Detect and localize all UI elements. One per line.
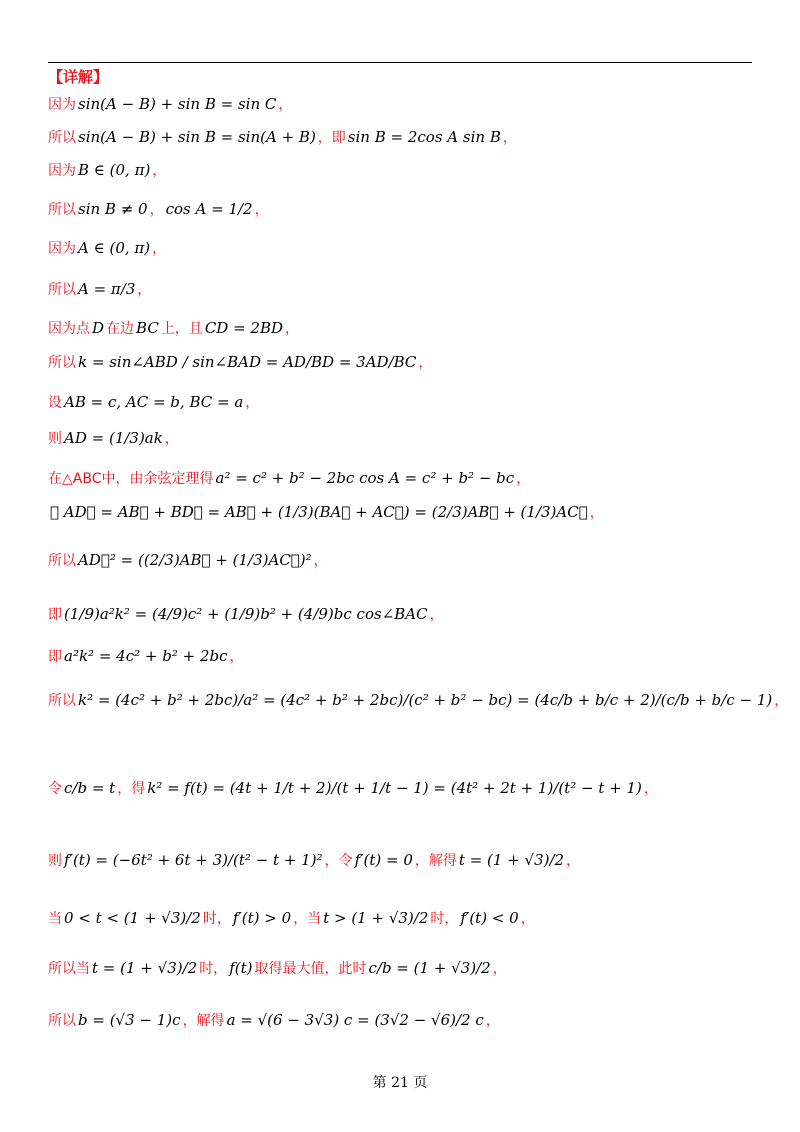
chinese-text: ， bbox=[502, 130, 517, 146]
chinese-text: 所以 bbox=[48, 202, 76, 218]
math-expression: sin(A − B) + sin B = sin(A + B) bbox=[78, 128, 316, 146]
chinese-text: ， bbox=[589, 505, 604, 521]
math-expression: a² = c² + b² − 2bc cos A = c² + b² − bc bbox=[215, 469, 515, 487]
chinese-text: 在边 bbox=[106, 321, 135, 337]
math-expression: f′(t) < 0 bbox=[460, 909, 519, 927]
chinese-text: 令 bbox=[48, 781, 62, 797]
solution-line bbox=[48, 646, 244, 667]
math-expression: t = (1 + √3)/2 bbox=[92, 959, 198, 977]
chinese-text: ， bbox=[152, 241, 167, 257]
solution-line bbox=[48, 550, 328, 571]
math-expression: sin(A − B) + sin B = sin C bbox=[78, 95, 277, 113]
chinese-text: ，当 bbox=[293, 911, 322, 927]
chinese-text: ， bbox=[492, 961, 507, 977]
solution-line bbox=[48, 428, 179, 449]
solution-line bbox=[48, 778, 658, 799]
solution-line bbox=[48, 958, 507, 979]
math-expression: AD⃗² = ((2/3)AB⃗ + (1/3)AC⃗)² bbox=[78, 551, 312, 569]
chinese-text: ， bbox=[566, 853, 581, 869]
chinese-text: 则 bbox=[48, 431, 62, 447]
page-number: 第 21 页 bbox=[372, 1075, 428, 1091]
math-expression: CD = 2BD bbox=[204, 319, 284, 337]
math-expression: B ∈ (0, π) bbox=[78, 161, 151, 179]
chinese-text: 在△ABC中，由余弦定理得 bbox=[48, 471, 214, 487]
chinese-text: ， bbox=[164, 431, 179, 447]
math-expression: BC bbox=[136, 319, 159, 337]
solution-line bbox=[48, 908, 535, 929]
chinese-text: 即 bbox=[48, 607, 62, 623]
solution-line bbox=[48, 352, 432, 373]
chinese-text: 因为点 bbox=[48, 321, 90, 337]
solution-line bbox=[48, 160, 166, 181]
chinese-text: ，得 bbox=[117, 781, 146, 797]
chinese-text: 所以 bbox=[48, 355, 76, 371]
math-expression: A ∈ (0, π) bbox=[78, 239, 151, 257]
chinese-text: ， bbox=[516, 471, 531, 487]
chinese-text: ， bbox=[254, 202, 269, 218]
chinese-text: ， bbox=[418, 355, 433, 371]
chinese-text: 时， bbox=[199, 961, 228, 977]
chinese-text: ， bbox=[313, 553, 328, 569]
math-expression: c/b = t bbox=[64, 779, 116, 797]
chinese-text: 上，且 bbox=[160, 321, 203, 337]
chinese-text: 即 bbox=[48, 649, 62, 665]
chinese-text: ， bbox=[643, 781, 658, 797]
chinese-text: 所以 bbox=[48, 1013, 76, 1029]
solution-line bbox=[48, 238, 166, 259]
chinese-text: 取得最大值，此时 bbox=[254, 961, 367, 977]
chinese-text: 时， bbox=[202, 911, 231, 927]
math-expression: AD = (1/3)ak bbox=[64, 429, 163, 447]
math-expression: b = (√3 − 1)c bbox=[78, 1011, 181, 1029]
math-expression: a = √(6 − 3√3) c = (3√2 − √6)/2 c bbox=[226, 1011, 484, 1029]
math-expression: D bbox=[92, 319, 105, 337]
solution-line bbox=[48, 392, 259, 413]
solution-line bbox=[48, 502, 604, 523]
chinese-text: 当 bbox=[48, 911, 62, 927]
chinese-text: ， bbox=[278, 97, 293, 113]
chinese-text: ， bbox=[774, 693, 789, 709]
chinese-text: ， bbox=[137, 282, 152, 298]
math-expression: t > (1 + √3)/2 bbox=[323, 909, 429, 927]
chinese-text: 设 bbox=[48, 395, 62, 411]
chinese-text: 所以 bbox=[48, 553, 76, 569]
math-expression: f(t) bbox=[229, 959, 253, 977]
solution-line bbox=[48, 127, 517, 148]
chinese-text: ， bbox=[429, 607, 444, 623]
chinese-text: ，解得 bbox=[414, 853, 457, 869]
solution-line bbox=[48, 850, 580, 871]
solution-line bbox=[48, 690, 788, 711]
math-expression: t = (1 + √3)/2 bbox=[458, 851, 565, 869]
chinese-text: 所以 bbox=[48, 130, 76, 146]
chinese-text: 因为 bbox=[48, 241, 76, 257]
math-expression: 0 < t < (1 + √3)/2 bbox=[64, 909, 201, 927]
chinese-text: ， bbox=[152, 163, 167, 179]
chinese-text: ， bbox=[229, 649, 244, 665]
chinese-text: 因为 bbox=[48, 97, 76, 113]
section-header: 【详解】 bbox=[48, 68, 109, 86]
chinese-text: 因为 bbox=[48, 163, 76, 179]
chinese-text: ，即 bbox=[317, 130, 346, 146]
chinese-text: 则 bbox=[48, 853, 62, 869]
math-expression: cos A = 1/2 bbox=[165, 200, 253, 218]
chinese-text: ，令 bbox=[324, 853, 353, 869]
solution-line bbox=[48, 199, 269, 220]
solution-line bbox=[48, 318, 299, 339]
math-expression: f′(t) = 0 bbox=[354, 851, 413, 869]
chinese-text: 所以当 bbox=[48, 961, 90, 977]
math-expression: f′(t) > 0 bbox=[232, 909, 292, 927]
chinese-text: 时， bbox=[430, 911, 459, 927]
math-expression: c/b = (1 + √3)/2 bbox=[368, 959, 491, 977]
chinese-text: ，解得 bbox=[182, 1013, 225, 1029]
chinese-text: ， bbox=[245, 395, 260, 411]
solution-line bbox=[48, 94, 292, 115]
solution-line bbox=[48, 1010, 500, 1031]
math-expression: sin B = 2cos A sin B bbox=[347, 128, 501, 146]
chinese-text: 所以 bbox=[48, 693, 76, 709]
solution-line bbox=[48, 604, 444, 625]
math-expression: k = sin∠ABD / sin∠BAD = AD/BD = 3AD/BC bbox=[78, 353, 417, 371]
math-expression: f′(t) = (−6t² + 6t + 3)/(t² − t + 1)² bbox=[64, 851, 323, 869]
chinese-text: ， bbox=[285, 321, 300, 337]
chinese-text: ， bbox=[520, 911, 535, 927]
math-expression: ∵ AD⃗ = AB⃗ + BD⃗ = AB⃗ + (1/3)(BA⃗ + AC⃗) = (2/3)AB⃗ + (1/3)AC⃗ bbox=[50, 503, 588, 521]
math-expression: k² = f(t) = (4t + 1/t + 2)/(t + 1/t − 1) = (4t² + 2t + 1)/(t² − t + 1) bbox=[147, 779, 642, 797]
math-expression: sin B ≠ 0 bbox=[78, 200, 148, 218]
solution-line bbox=[48, 468, 530, 489]
math-expression: (1/9)a²k² = (4/9)c² + (1/9)b² + (4/9)bc cos∠BAC bbox=[64, 605, 428, 623]
math-expression: k² = (4c² + b² + 2bc)/a² = (4c² + b² + 2bc)/(c² + b² − bc) = (4c/b + b/c + 2)/(c/b + b/c − 1) bbox=[78, 691, 773, 709]
chinese-text: ， bbox=[485, 1013, 500, 1029]
math-expression: AB = c, AC = b, BC = a bbox=[64, 393, 244, 411]
math-expression: A = π/3 bbox=[78, 280, 136, 298]
top-rule bbox=[48, 62, 752, 63]
chinese-text: 所以 bbox=[48, 282, 76, 298]
chinese-text: ， bbox=[149, 202, 164, 218]
solution-line bbox=[48, 279, 151, 300]
math-expression: a²k² = 4c² + b² + 2bc bbox=[64, 647, 228, 665]
